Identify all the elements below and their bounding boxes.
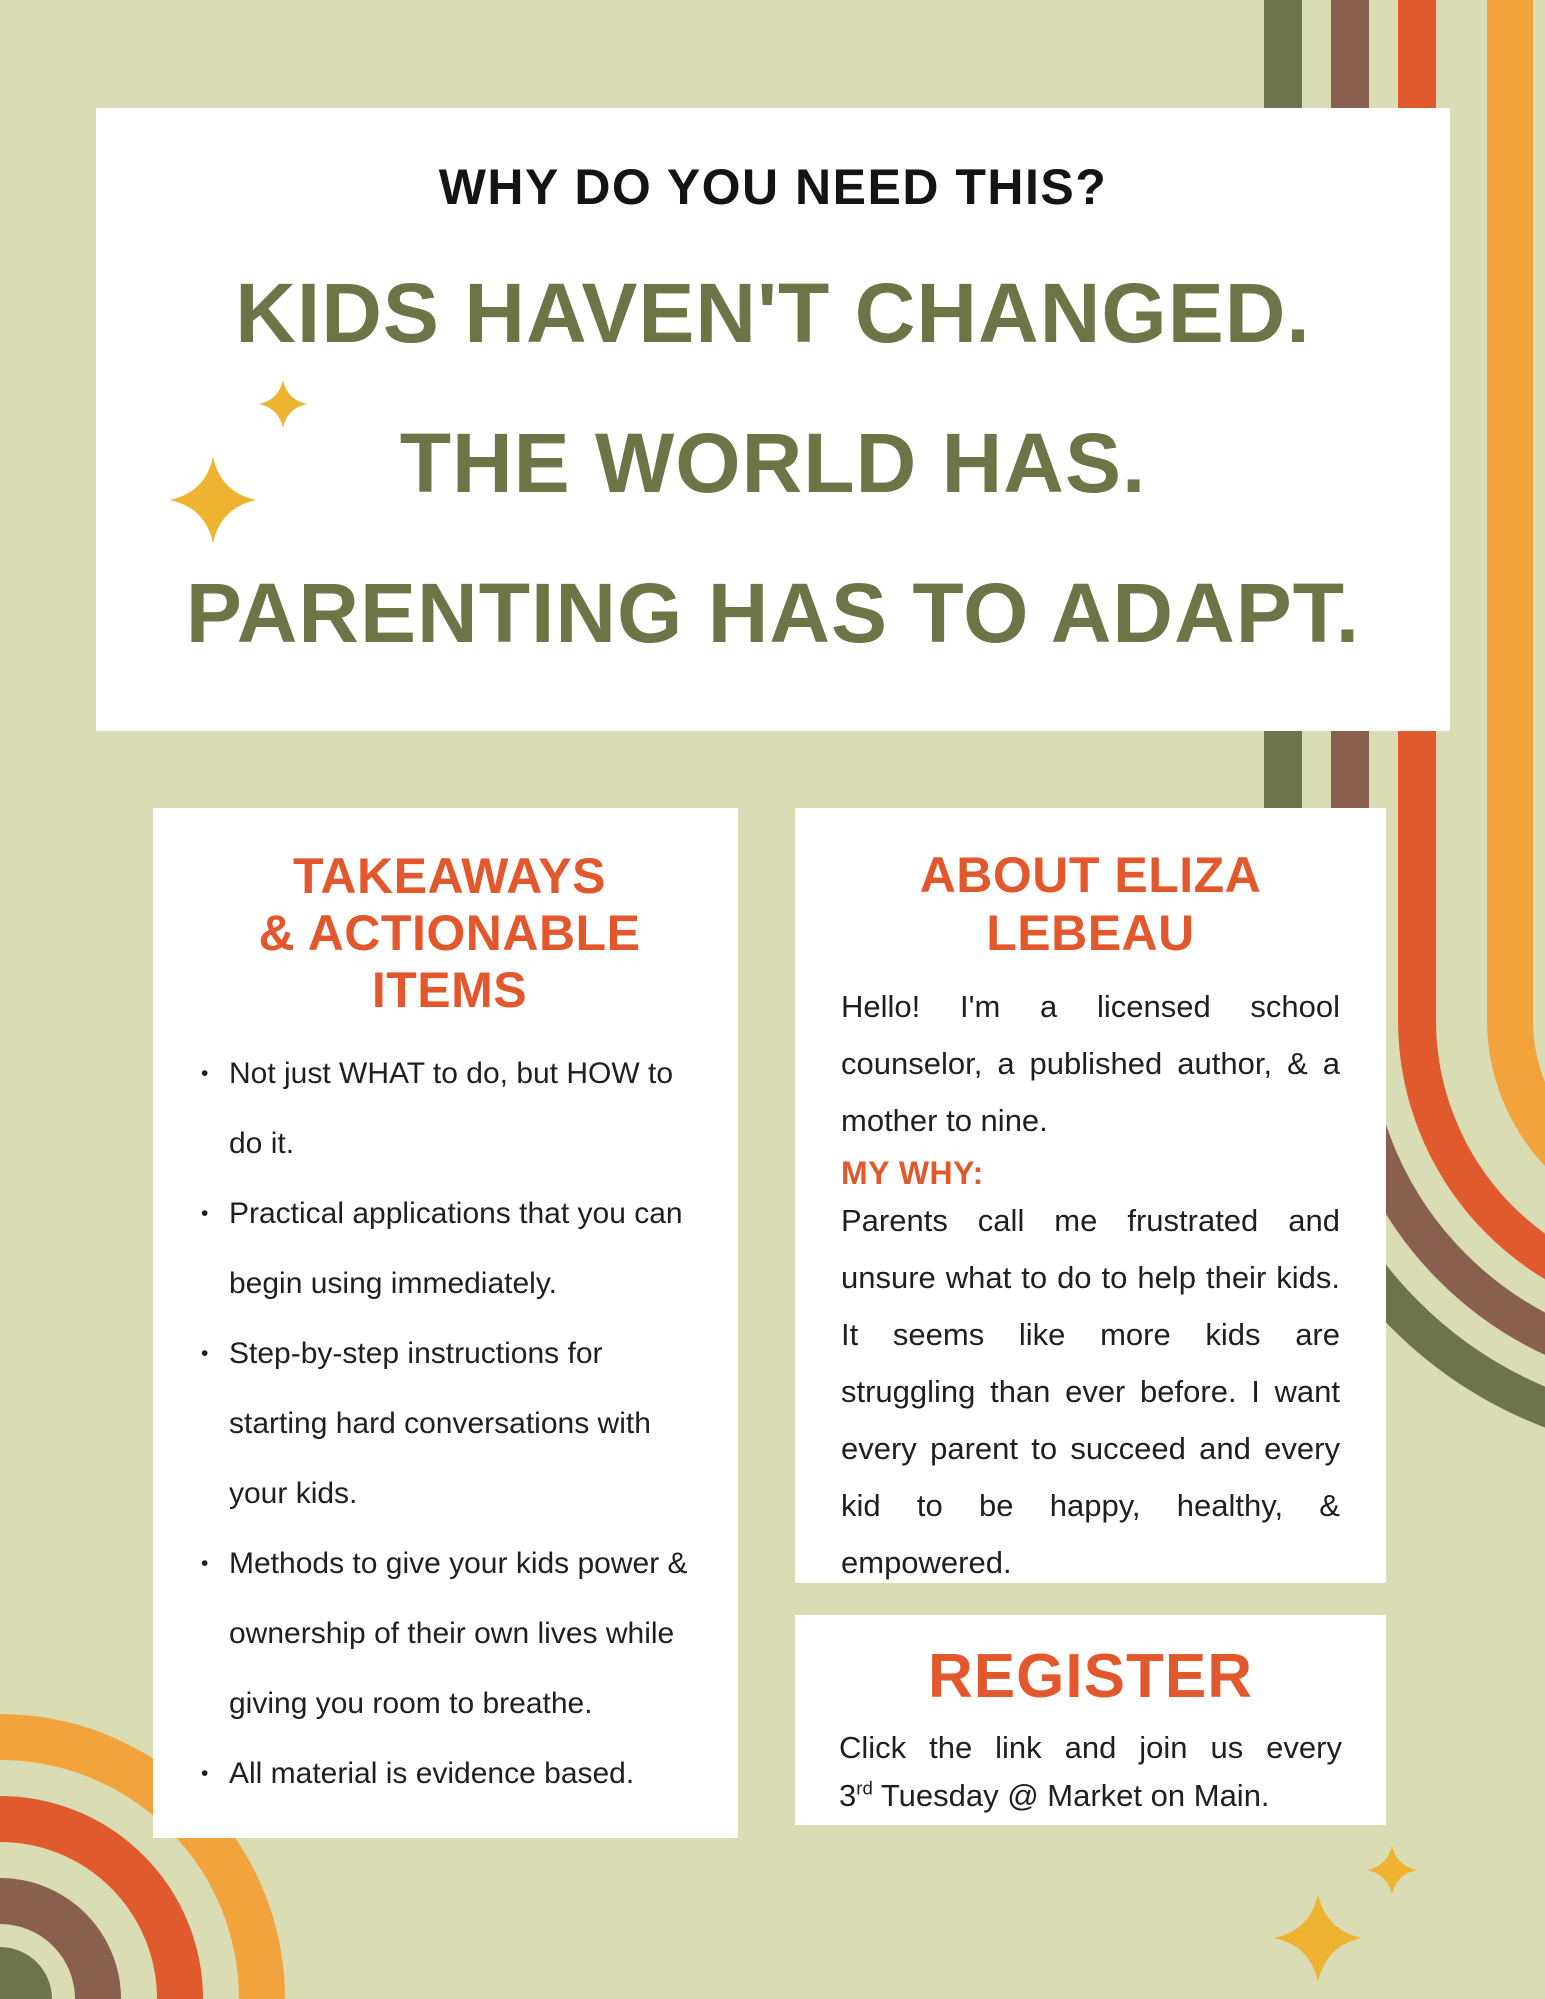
takeaways-list xyxy=(199,1039,700,1809)
takeaways-card xyxy=(153,808,738,1838)
takeaway-item: • Step-by-step instructions for starting hard conversations with your kids. xyxy=(199,1319,700,1529)
takeaways-title xyxy=(199,848,700,1019)
takeaway-item: • Not just WHAT to do, but HOW to do it. xyxy=(199,1039,700,1179)
stripe-yellow-icon xyxy=(1510,0,1545,1210)
takeaway-item: • Practical applications that you can begin using immediately. xyxy=(199,1179,700,1319)
about-title: ABOUT ELIZA LEBEAU xyxy=(919,847,1262,961)
hero-headline-line-3: PARENTING HAS TO ADAPT. xyxy=(185,566,1361,660)
register-day-rest: Tuesday @ Market on Main. xyxy=(872,1778,1270,1813)
hero-card xyxy=(96,108,1450,731)
sparkle-small-bottom-icon xyxy=(1367,1845,1417,1895)
about-why-label: MY WHY: xyxy=(841,1155,984,1191)
register-text-line-2 xyxy=(839,1772,1342,1820)
about-card xyxy=(795,808,1386,1583)
hero-kicker: WHY DO YOU NEED THIS? xyxy=(438,159,1108,215)
corner-arc-olive-icon xyxy=(0,1947,52,1999)
corner-arc-red-icon xyxy=(0,1819,180,1999)
register-title: REGISTER xyxy=(928,1642,1253,1711)
about-intro-text: Hello! I'm a licensed school counselor, a published author, & a mother to nine. xyxy=(841,989,1340,1138)
takeaway-item: • All material is evidence based. xyxy=(199,1739,700,1809)
register-card xyxy=(795,1615,1386,1825)
about-why-text: Parents call me frustrated and unsure what to do to help their kids. It seems like more kids are struggling than ever before. I want every parent to succeed and every kid to be happy, healthy, & empowered. xyxy=(841,1203,1340,1580)
register-text-line-1: Click the link and join us every xyxy=(839,1730,1342,1765)
register-day-ordinal: rd xyxy=(856,1777,873,1799)
takeaways-title-line-2: & ACTIONABLE ITEMS xyxy=(258,905,641,1018)
hero-headline-line-2: THE WORLD HAS. xyxy=(399,416,1147,510)
sparkle-large-bottom-icon xyxy=(1274,1894,1362,1982)
takeaways-title-line-1: TAKEAWAYS xyxy=(293,848,606,904)
register-day-number: 3 xyxy=(839,1778,857,1813)
takeaway-item: • Methods to give your kids power & ownership of their own lives while giving you room to breathe. xyxy=(199,1529,700,1739)
hero-headline-line-1: KIDS HAVEN'T CHANGED. xyxy=(235,266,1311,360)
corner-arc-brown-icon xyxy=(0,1901,98,1999)
